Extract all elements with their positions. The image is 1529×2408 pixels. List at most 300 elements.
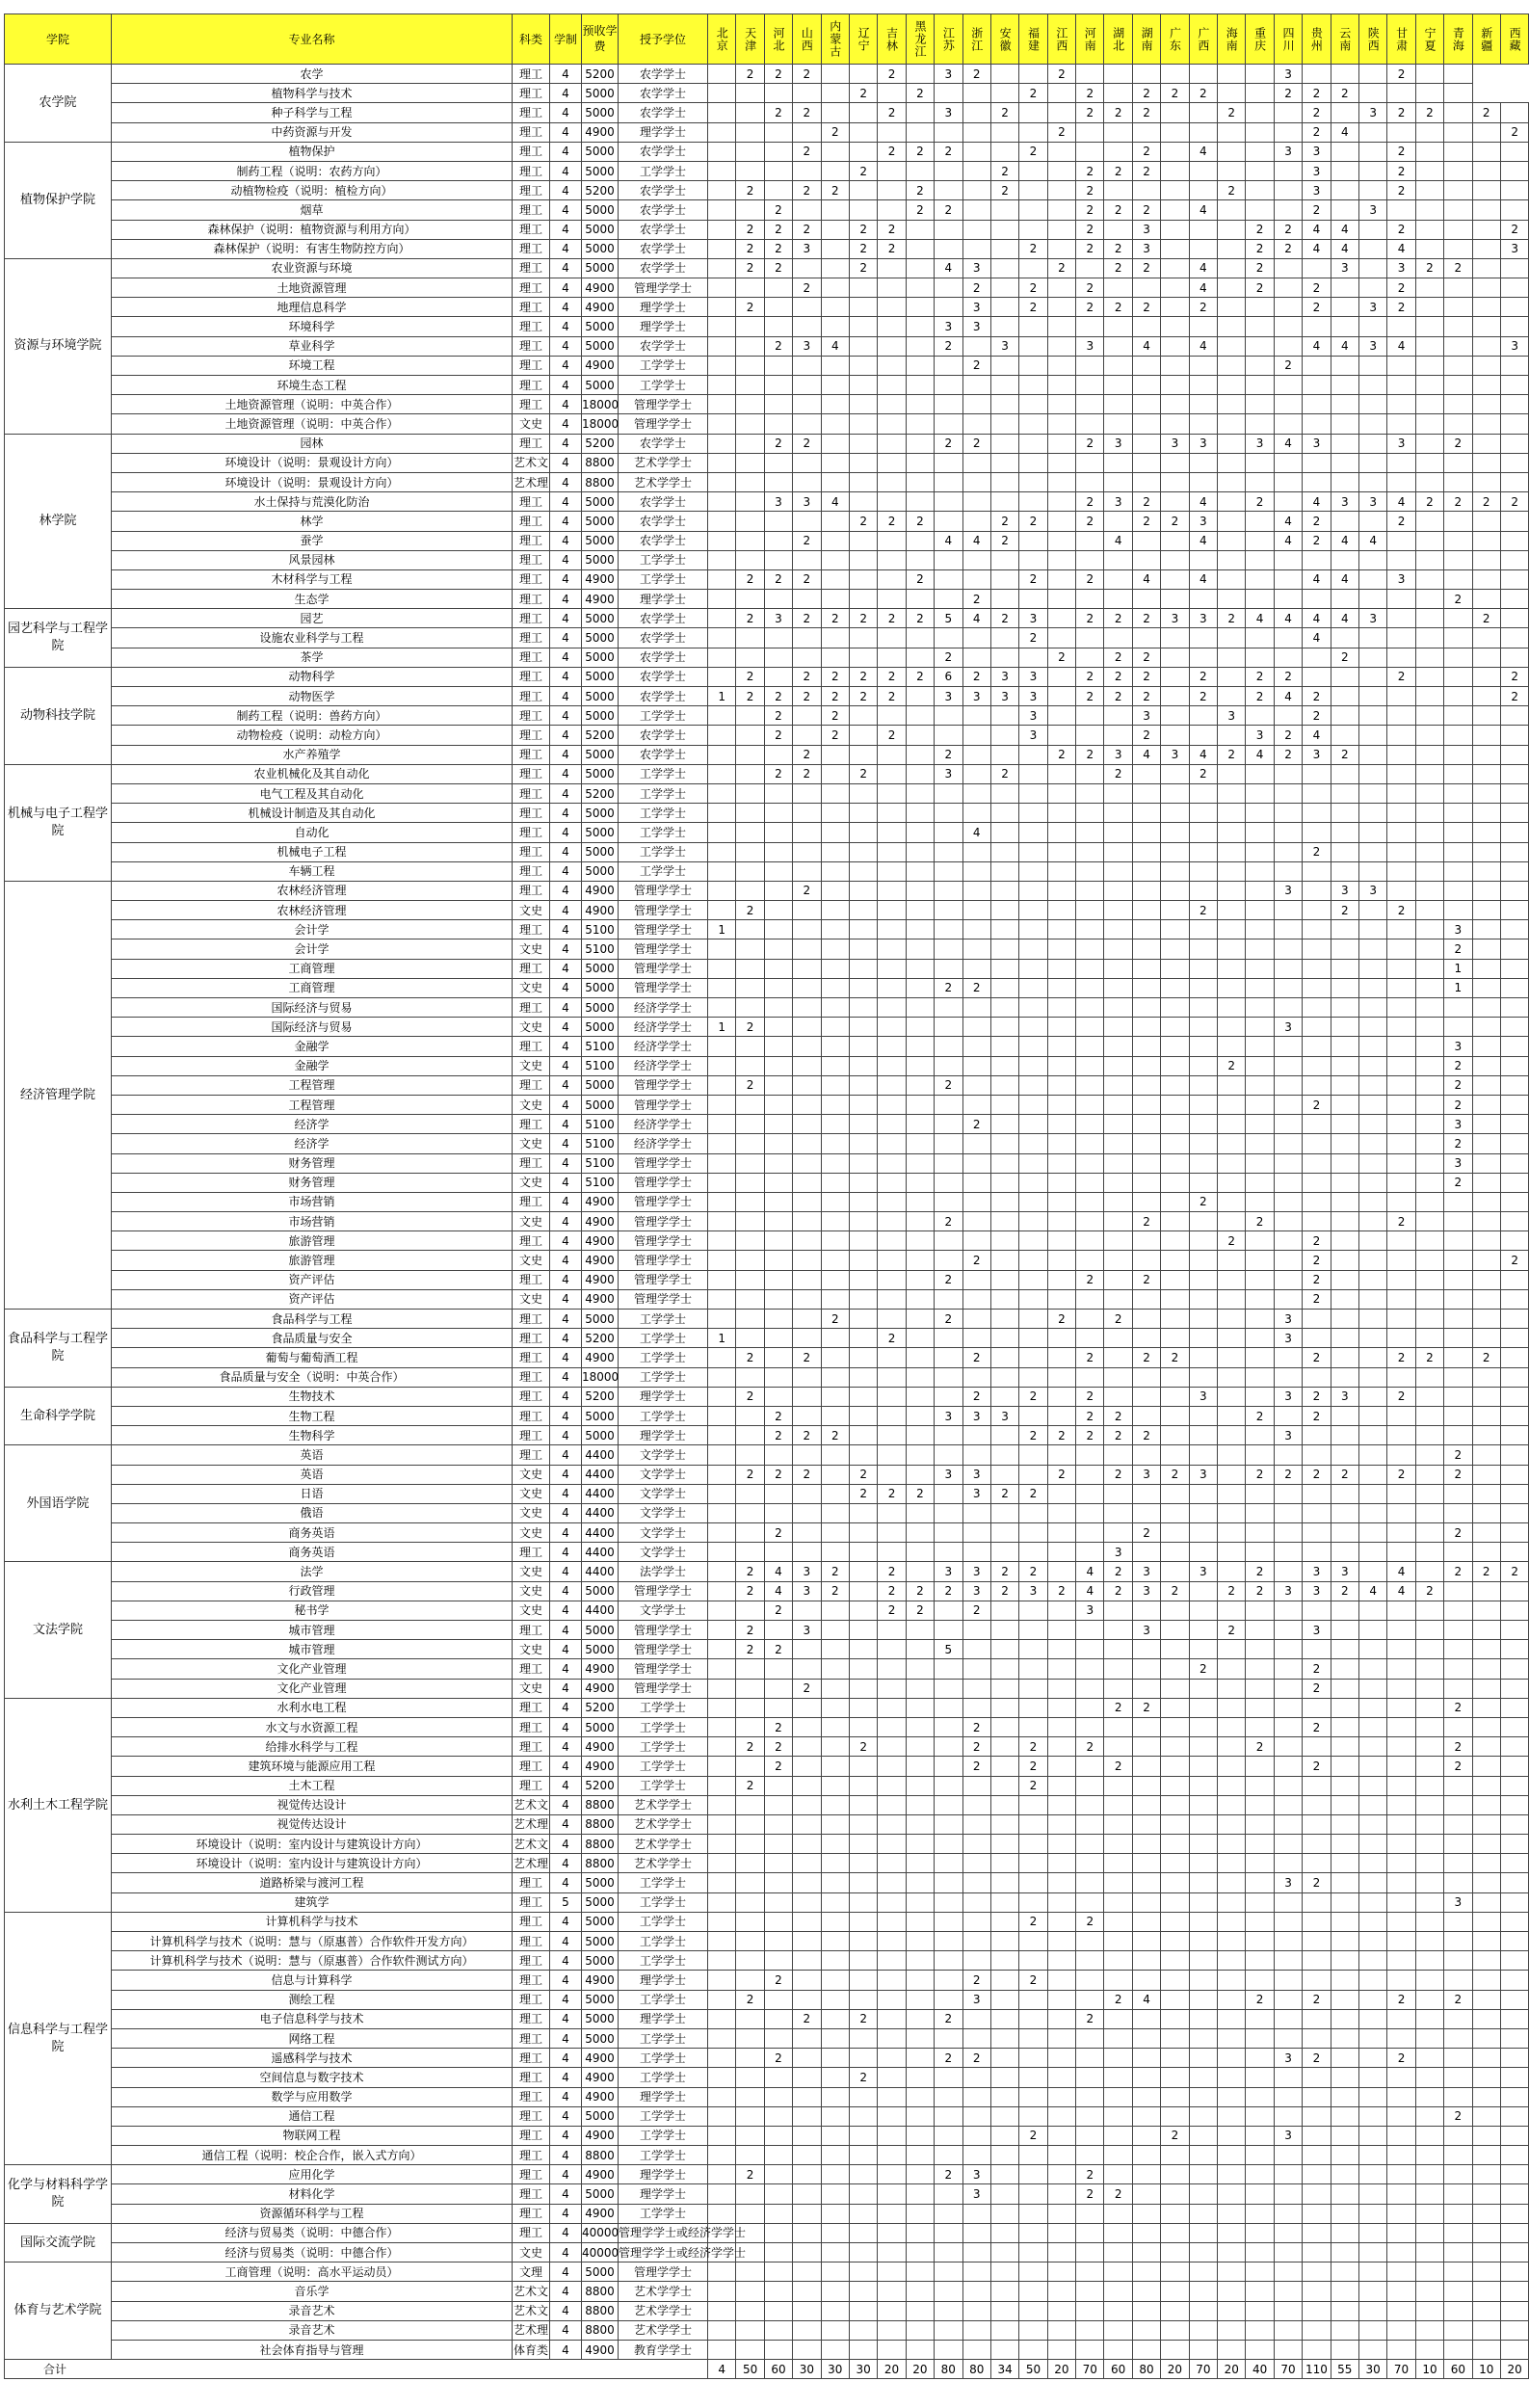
fee: 5100 — [582, 920, 619, 939]
quota-cell — [1161, 1115, 1189, 1134]
quota-cell — [1500, 569, 1528, 589]
table-row — [5, 84, 1529, 103]
duration: 4 — [550, 920, 582, 939]
quota-cell: 4 — [1246, 745, 1274, 764]
quota-cell: 2 — [1303, 706, 1331, 726]
quota-cell — [708, 1503, 736, 1522]
quota-cell — [1189, 2028, 1217, 2048]
quota-cell: 2 — [878, 103, 906, 122]
quota-cell — [1076, 2320, 1104, 2340]
quota-cell: 2 — [962, 978, 990, 997]
table-row — [5, 1310, 1529, 1329]
quota-cell — [1500, 2146, 1528, 2165]
table-row — [5, 220, 1529, 239]
quota-cell: 2 — [1019, 239, 1047, 258]
quota-cell — [1246, 2165, 1274, 2184]
header-fee: 预收学费 — [582, 14, 619, 65]
quota-cell — [935, 2340, 962, 2359]
quota-cell — [1076, 1095, 1104, 1114]
quota-cell: 2 — [1274, 1465, 1302, 1484]
quota-cell — [849, 2126, 877, 2145]
quota-cell — [906, 1115, 934, 1134]
quota-cell — [1076, 1659, 1104, 1679]
quota-cell: 4 — [1189, 569, 1217, 589]
quota-cell — [878, 395, 906, 414]
total-cell: 34 — [990, 2360, 1018, 2379]
fee: 5100 — [582, 1037, 619, 1056]
quota-cell — [962, 2028, 990, 2048]
quota-cell — [764, 1056, 792, 1075]
quota-cell: 2 — [793, 434, 821, 453]
quota-cell — [1076, 1231, 1104, 1251]
quota-cell — [906, 239, 934, 258]
quota-cell: 3 — [1358, 492, 1386, 512]
quota-cell: 2 — [1132, 648, 1160, 667]
quota-cell — [764, 1912, 792, 1931]
quota-cell: 2 — [1132, 1698, 1160, 1717]
quota-cell — [1104, 1523, 1132, 1543]
quota-cell — [1500, 1329, 1528, 1348]
quota-cell — [736, 1698, 764, 1717]
quota-cell — [1189, 939, 1217, 959]
quota-cell — [1274, 2243, 1302, 2262]
quota-cell — [1500, 453, 1528, 472]
quota-cell — [962, 726, 990, 745]
duration: 4 — [550, 1951, 582, 1971]
quota-cell — [764, 2068, 792, 2087]
degree: 艺术学学士 — [619, 1835, 708, 1854]
degree: 经济学学士 — [619, 1056, 708, 1075]
quota-cell — [708, 1990, 736, 2009]
total-cell: 80 — [1132, 2360, 1160, 2379]
quota-cell — [1246, 764, 1274, 783]
degree: 管理学学士 — [619, 1173, 708, 1192]
quota-cell — [764, 901, 792, 920]
quota-cell — [1500, 531, 1528, 550]
quota-cell — [1472, 1212, 1500, 1231]
duration: 4 — [550, 2165, 582, 2184]
quota-cell — [793, 978, 821, 997]
quota-cell — [990, 1892, 1018, 1912]
quota-cell — [1047, 939, 1075, 959]
quota-cell — [1303, 1737, 1331, 1757]
quota-cell — [1104, 2243, 1132, 2262]
quota-cell — [1387, 1543, 1415, 1562]
quota-cell: 2 — [1132, 667, 1160, 686]
quota-cell — [1076, 783, 1104, 803]
quota-cell: 3 — [1331, 492, 1358, 512]
quota-cell — [1387, 1951, 1415, 1971]
quota-cell — [1076, 2204, 1104, 2223]
quota-cell — [793, 1367, 821, 1387]
quota-cell — [878, 901, 906, 920]
quota-cell — [1218, 1406, 1246, 1425]
quota-cell — [1358, 726, 1386, 745]
quota-cell — [1132, 1153, 1160, 1173]
quota-cell — [1189, 414, 1217, 434]
quota-cell — [708, 2301, 736, 2320]
major-name: 道路桥梁与渡河工程 — [112, 1873, 513, 1892]
quota-cell — [1387, 317, 1415, 336]
quota-cell — [1161, 687, 1189, 706]
major-name: 种子科学与工程 — [112, 103, 513, 122]
quota-cell — [1387, 998, 1415, 1018]
quota-cell — [1415, 1814, 1443, 1834]
quota-cell — [736, 881, 764, 900]
quota-cell — [821, 1737, 849, 1757]
quota-cell — [935, 1523, 962, 1543]
quota-cell — [1331, 65, 1358, 84]
quota-cell: 2 — [990, 103, 1018, 122]
quota-cell — [1358, 2340, 1386, 2359]
quota-cell — [764, 1095, 792, 1114]
category: 理工 — [513, 161, 550, 180]
quota-cell: 2 — [1076, 239, 1104, 258]
quota-cell — [1189, 1640, 1217, 1659]
quota-cell — [1047, 2049, 1075, 2068]
quota-cell — [1387, 1037, 1415, 1056]
quota-cell — [708, 65, 736, 84]
quota-cell — [1303, 65, 1331, 84]
quota-cell — [736, 1251, 764, 1270]
quota-cell: 2 — [1387, 181, 1415, 200]
quota-cell — [1218, 1601, 1246, 1620]
quota-cell — [1189, 2165, 1217, 2184]
quota-cell — [1358, 939, 1386, 959]
fee: 4900 — [582, 122, 619, 142]
quota-cell — [1132, 1192, 1160, 1211]
quota-cell — [1246, 1387, 1274, 1406]
quota-cell — [1444, 65, 1472, 84]
quota-cell — [1415, 239, 1443, 258]
major-name: 环境科学 — [112, 317, 513, 336]
quota-cell — [935, 1795, 962, 1814]
quota-cell — [1415, 1971, 1443, 1990]
duration: 4 — [550, 687, 582, 706]
quota-cell — [1019, 2262, 1047, 2282]
degree: 管理学学士 — [619, 1289, 708, 1309]
quota-cell — [1104, 317, 1132, 336]
quota-cell — [1161, 823, 1189, 842]
quota-cell — [764, 1387, 792, 1406]
quota-cell — [1303, 550, 1331, 569]
quota-cell — [1303, 1971, 1331, 1990]
quota-cell — [1472, 336, 1500, 356]
quota-cell — [1104, 726, 1132, 745]
quota-cell — [1189, 823, 1217, 842]
quota-cell — [764, 1018, 792, 1037]
table-row — [5, 2146, 1529, 2165]
quota-cell — [962, 2223, 990, 2242]
total-cell: 20 — [878, 2360, 906, 2379]
quota-cell — [1047, 1231, 1075, 1251]
quota-cell — [878, 1854, 906, 1873]
quota-cell — [1132, 764, 1160, 783]
quota-cell — [1500, 1465, 1528, 1484]
major-name: 资产评估 — [112, 1289, 513, 1309]
degree: 艺术学学士 — [619, 453, 708, 472]
table-row — [5, 1873, 1529, 1892]
fee: 8800 — [582, 2301, 619, 2320]
fee: 5000 — [582, 492, 619, 512]
quota-cell: 2 — [1444, 434, 1472, 453]
quota-cell — [1358, 1543, 1386, 1562]
quota-cell — [878, 861, 906, 881]
quota-cell — [1076, 1212, 1104, 1231]
quota-cell — [736, 628, 764, 648]
quota-cell — [1019, 1659, 1047, 1679]
quota-cell — [1358, 1835, 1386, 1854]
quota-cell — [1274, 2301, 1302, 2320]
quota-cell — [935, 2243, 962, 2262]
quota-cell — [990, 998, 1018, 1018]
quota-cell — [764, 2340, 792, 2359]
quota-cell — [906, 998, 934, 1018]
quota-cell — [1132, 1776, 1160, 1795]
fee: 5000 — [582, 667, 619, 686]
quota-cell — [1132, 823, 1160, 842]
quota-cell — [1331, 395, 1358, 414]
category: 文史 — [513, 1503, 550, 1522]
quota-cell — [1358, 628, 1386, 648]
quota-cell — [962, 1503, 990, 1522]
college-name: 资源与环境学院 — [5, 258, 112, 434]
quota-cell — [1331, 1835, 1358, 1854]
table-row — [5, 2301, 1529, 2320]
quota-cell — [1500, 609, 1528, 628]
quota-cell — [1303, 920, 1331, 939]
quota-cell: 3 — [962, 1406, 990, 1425]
quota-cell — [1415, 2068, 1443, 2087]
quota-cell — [1104, 1854, 1132, 1873]
quota-cell — [906, 298, 934, 317]
quota-cell — [1076, 1951, 1104, 1971]
quota-cell — [1161, 142, 1189, 161]
quota-cell — [1189, 356, 1217, 375]
quota-cell — [1472, 1270, 1500, 1289]
quota-cell: 2 — [1444, 1465, 1472, 1484]
quota-cell — [1444, 1795, 1472, 1814]
quota-cell: 2 — [1246, 687, 1274, 706]
quota-cell — [962, 1270, 990, 1289]
degree: 管理学学士 — [619, 959, 708, 978]
quota-cell — [1500, 1075, 1528, 1095]
quota-cell — [1303, 2262, 1331, 2282]
duration: 4 — [550, 1562, 582, 1581]
quota-cell — [1500, 1115, 1528, 1134]
quota-cell — [1019, 181, 1047, 200]
duration: 4 — [550, 1484, 582, 1503]
quota-cell — [764, 2146, 792, 2165]
quota-cell — [878, 2068, 906, 2087]
quota-cell — [1415, 2223, 1443, 2242]
quota-cell — [906, 1231, 934, 1251]
quota-cell — [1358, 550, 1386, 569]
quota-cell — [708, 1951, 736, 1971]
quota-cell — [906, 978, 934, 997]
quota-cell — [736, 764, 764, 783]
quota-cell — [1500, 1212, 1528, 1231]
quota-cell — [1415, 1115, 1443, 1134]
quota-cell — [1132, 1289, 1160, 1309]
quota-cell — [1415, 920, 1443, 939]
fee: 5000 — [582, 804, 619, 823]
quota-cell — [1132, 434, 1160, 453]
quota-cell — [821, 1717, 849, 1736]
quota-cell — [990, 1621, 1018, 1640]
quota-cell — [1104, 181, 1132, 200]
quota-cell — [1047, 142, 1075, 161]
quota-cell: 3 — [962, 258, 990, 278]
quota-cell — [1331, 1990, 1358, 2009]
quota-cell: 2 — [1387, 65, 1415, 84]
quota-cell — [1246, 1951, 1274, 1971]
quota-cell: 2 — [990, 764, 1018, 783]
quota-cell — [821, 65, 849, 84]
degree: 工学学士 — [619, 2106, 708, 2126]
category: 文史 — [513, 1465, 550, 1484]
table-row — [5, 2262, 1529, 2282]
quota-cell — [1132, 414, 1160, 434]
quota-cell — [990, 1310, 1018, 1329]
quota-cell: 2 — [736, 1990, 764, 2009]
quota-cell: 2 — [1076, 181, 1104, 200]
quota-cell — [878, 2223, 906, 2242]
quota-cell — [1274, 1951, 1302, 1971]
quota-cell — [793, 2165, 821, 2184]
quota-cell — [1019, 1134, 1047, 1153]
quota-cell: 2 — [1274, 745, 1302, 764]
quota-cell — [1387, 1932, 1415, 1951]
quota-cell — [906, 395, 934, 414]
quota-cell — [793, 1406, 821, 1425]
quota-cell — [1387, 1873, 1415, 1892]
quota-cell — [1303, 1445, 1331, 1465]
quota-cell — [1415, 2146, 1443, 2165]
quota-cell — [821, 1640, 849, 1659]
quota-cell: 3 — [1274, 881, 1302, 900]
category: 理工 — [513, 1932, 550, 1951]
major-name: 环境设计（说明：景观设计方向） — [112, 453, 513, 472]
quota-cell — [1274, 590, 1302, 609]
quota-cell — [1047, 1251, 1075, 1270]
quota-cell — [793, 1095, 821, 1114]
quota-cell — [1331, 1776, 1358, 1795]
quota-cell — [1500, 1795, 1528, 1814]
quota-cell — [935, 2068, 962, 2087]
quota-cell — [1274, 1348, 1302, 1367]
quota-cell: 3 — [1274, 2049, 1302, 2068]
quota-cell — [1472, 1640, 1500, 1659]
quota-cell — [1189, 453, 1217, 472]
quota-cell — [962, 1873, 990, 1892]
quota-cell: 2 — [736, 687, 764, 706]
quota-cell — [906, 1776, 934, 1795]
total-cell: 30 — [821, 2360, 849, 2379]
quota-cell — [736, 1484, 764, 1503]
quota-cell — [1019, 1037, 1047, 1056]
quota-cell — [906, 414, 934, 434]
quota-cell: 2 — [1104, 687, 1132, 706]
quota-cell — [1415, 939, 1443, 959]
quota-cell — [1047, 395, 1075, 414]
quota-cell — [1358, 804, 1386, 823]
quota-cell: 2 — [1132, 687, 1160, 706]
quota-cell — [1358, 1270, 1386, 1289]
quota-cell — [962, 1289, 990, 1309]
quota-cell — [1387, 1426, 1415, 1445]
quota-cell — [1472, 317, 1500, 336]
quota-cell — [1161, 395, 1189, 414]
quota-cell — [906, 2049, 934, 2068]
quota-cell — [1472, 1932, 1500, 1951]
quota-cell — [708, 1581, 736, 1601]
quota-cell — [1500, 1543, 1528, 1562]
major-name: 食品质量与安全（说明：中英合作） — [112, 1367, 513, 1387]
quota-cell — [1274, 706, 1302, 726]
quota-cell — [1132, 2184, 1160, 2204]
fee: 5000 — [582, 823, 619, 842]
quota-cell — [1358, 1212, 1386, 1231]
quota-cell — [1303, 356, 1331, 375]
quota-cell — [1189, 998, 1217, 1018]
degree: 经济学学士 — [619, 1115, 708, 1134]
quota-cell — [1472, 1056, 1500, 1075]
quota-cell — [1444, 2028, 1472, 2048]
quota-cell — [1472, 2028, 1500, 2048]
quota-cell: 3 — [1444, 920, 1472, 939]
table-row — [5, 1659, 1529, 1679]
quota-cell — [1303, 667, 1331, 686]
quota-cell — [1444, 745, 1472, 764]
quota-cell — [906, 2165, 934, 2184]
quota-cell — [906, 356, 934, 375]
quota-cell — [1358, 1329, 1386, 1348]
quota-cell — [1132, 317, 1160, 336]
major-name: 财务管理 — [112, 1173, 513, 1192]
quota-cell — [1387, 1912, 1415, 1931]
quota-cell: 2 — [1019, 628, 1047, 648]
quota-cell — [1189, 1814, 1217, 1834]
quota-cell — [1331, 434, 1358, 453]
quota-cell — [878, 1835, 906, 1854]
fee: 5000 — [582, 531, 619, 550]
quota-cell — [1274, 1737, 1302, 1757]
quota-cell — [793, 2068, 821, 2087]
quota-cell — [1274, 901, 1302, 920]
quota-cell — [990, 2146, 1018, 2165]
quota-cell — [849, 1679, 877, 1698]
category: 艺术文 — [513, 2282, 550, 2301]
major-name: 法学 — [112, 1562, 513, 1581]
table-row — [5, 434, 1529, 453]
quota-cell — [962, 1854, 990, 1873]
college-name: 体育与艺术学院 — [5, 2262, 112, 2360]
quota-cell — [793, 258, 821, 278]
quota-cell — [906, 1445, 934, 1465]
category: 理工 — [513, 1231, 550, 1251]
quota-cell — [1019, 122, 1047, 142]
quota-cell: 3 — [1331, 258, 1358, 278]
quota-cell — [1246, 1854, 1274, 1873]
quota-cell — [849, 472, 877, 491]
quota-cell — [736, 1912, 764, 1931]
quota-cell — [1047, 2243, 1075, 2262]
quota-cell — [906, 590, 934, 609]
quota-cell — [1358, 1484, 1386, 1503]
quota-cell — [1218, 84, 1246, 103]
quota-cell — [1500, 1153, 1528, 1173]
